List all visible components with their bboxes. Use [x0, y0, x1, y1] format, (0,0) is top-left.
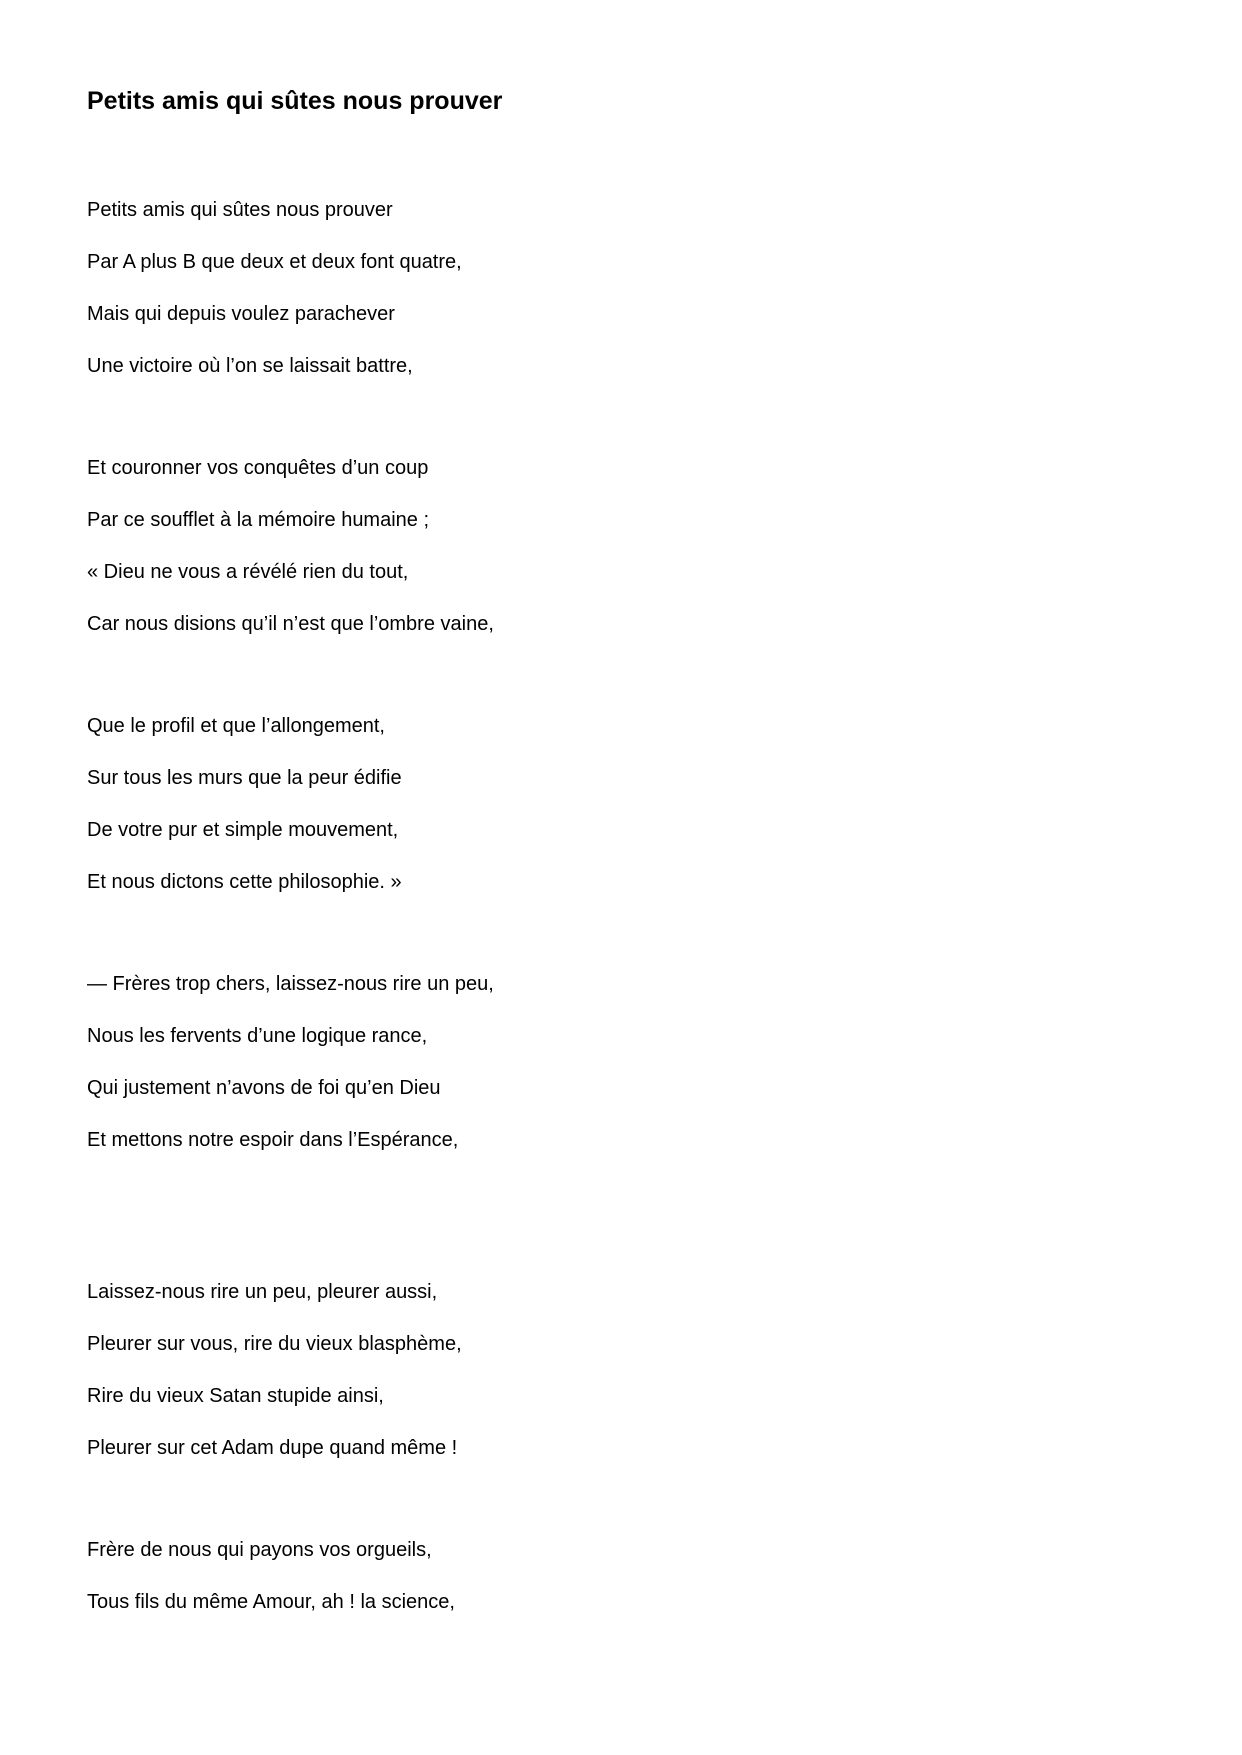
poem-line: Laissez-nous rire un peu, pleurer aussi,	[87, 1281, 438, 1303]
poem-line: Nous les fervents d’une logique rance,	[87, 1025, 428, 1047]
poem-line: Et mettons notre espoir dans l’Espérance,	[87, 1129, 459, 1151]
poem-line: Une victoire où l’on se laissait battre,	[87, 355, 413, 377]
poem-line: « Dieu ne vous a révélé rien du tout,	[87, 561, 409, 583]
poem-line: Et nous dictons cette philosophie. »	[87, 871, 402, 893]
poem-title: Petits amis qui sûtes nous prouver	[87, 87, 503, 115]
poem-line: Rire du vieux Satan stupide ainsi,	[87, 1385, 384, 1407]
poem-line: Sur tous les murs que la peur édifie	[87, 767, 402, 789]
poem-line: Par ce soufflet à la mémoire humaine ;	[87, 509, 430, 531]
poem-line: Petits amis qui sûtes nous prouver	[87, 199, 393, 221]
poem-line: Mais qui depuis voulez parachever	[87, 303, 395, 325]
poem-line: Pleurer sur vous, rire du vieux blasphème,	[87, 1333, 462, 1355]
poem-line: Par A plus B que deux et deux font quatre,	[87, 251, 462, 273]
poem-line: Pleurer sur cet Adam dupe quand même !	[87, 1437, 458, 1459]
poem-line: Tous fils du même Amour, ah ! la science,	[87, 1591, 455, 1613]
poem-line: Frère de nous qui payons vos orgueils,	[87, 1539, 432, 1561]
poem-line: Que le profil et que l’allongement,	[87, 715, 385, 737]
poem-line: De votre pur et simple mouvement,	[87, 819, 399, 841]
poem-line: Car nous disions qu’il n’est que l’ombre vaine,	[87, 613, 494, 635]
poem-line: Qui justement n’avons de foi qu’en Dieu	[87, 1077, 441, 1099]
poem-line: Et couronner vos conquêtes d’un coup	[87, 457, 429, 479]
poem-line: — Frères trop chers, laissez-nous rire un peu,	[87, 973, 494, 995]
